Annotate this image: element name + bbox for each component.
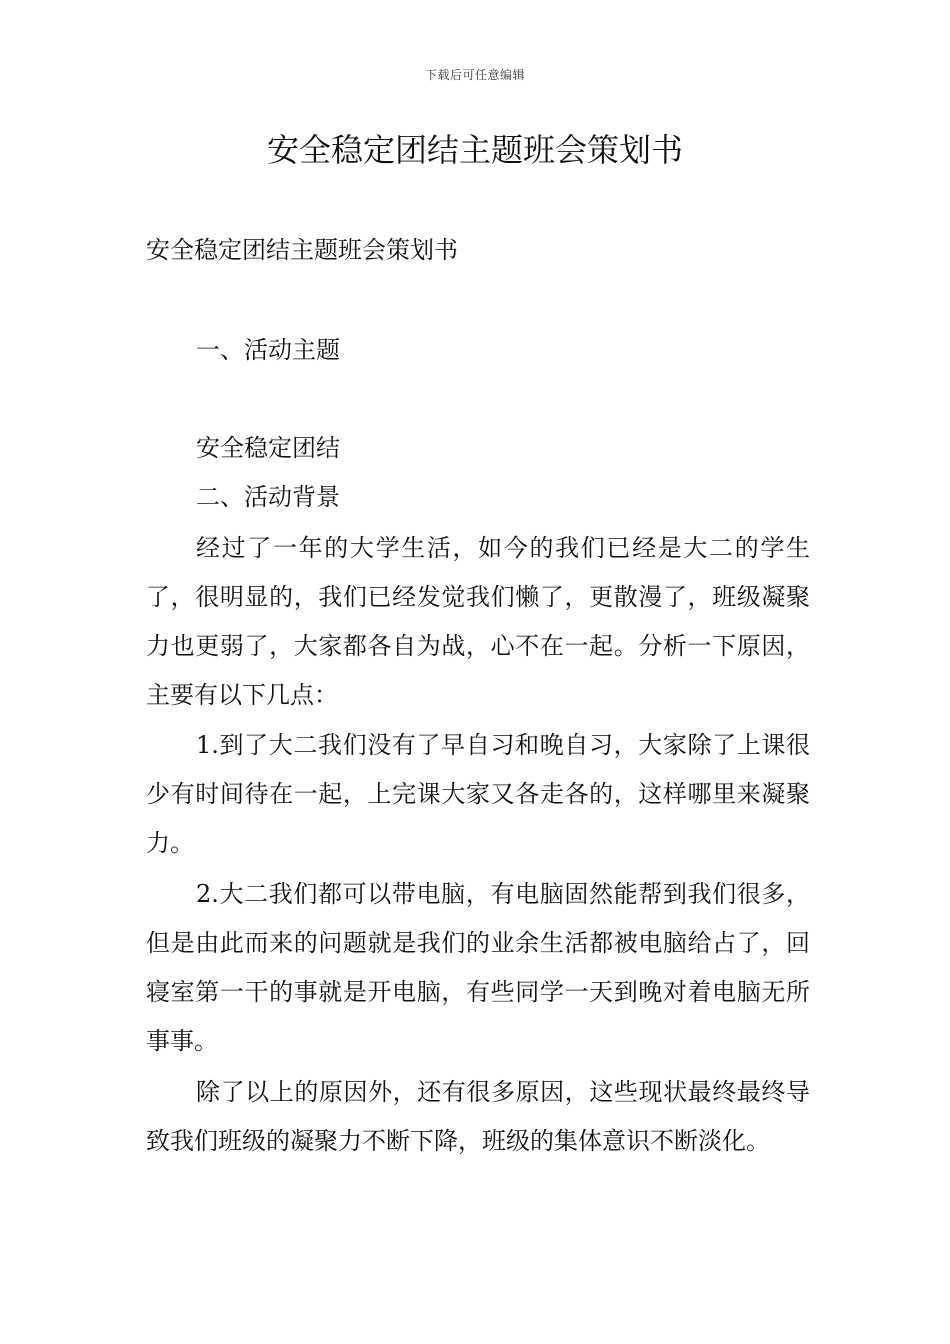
paragraph-point-1: 1.到了大二我们没有了早自习和晚自习，大家除了上课很少有时间待在一起，上完课大家又各走各的，这样哪里来凝聚力。 [146,731,810,857]
paragraph-point-2: 2.大二我们都可以带电脑，有电脑固然能帮到我们很多，但是由此而来的问题就是我们的业余生活都被电脑给占了，回寝室第一干的事就是开电脑，有些同学一天到晚对着电脑无所事事。 [146,880,810,1055]
theme-text: 安全稳定团结 [196,434,340,462]
document-subtitle: 安全稳定团结主题班会策划书 [146,236,458,264]
section-heading-theme: 一、活动主题 [196,336,340,364]
header-note: 下载后可任意编辑 [424,68,525,82]
document-title: 安全稳定团结主题班会策划书 [266,131,683,169]
paragraph-conclusion: 除了以上的原因外，还有很多原因，这些现状最终最终导致我们班级的凝聚力不断下降，班级的集体意识不断淡化。 [146,1078,810,1155]
section-heading-background: 二、活动背景 [196,483,340,511]
paragraph-intro: 经过了一年的大学生活，如今的我们已经是大二的学生了，很明显的，我们已经发觉我们懒了，更散漫了，班级凝聚力也更弱了，大家都各自为战，心不在一起。分析一下原因，主要有以下几点： [146,534,810,709]
